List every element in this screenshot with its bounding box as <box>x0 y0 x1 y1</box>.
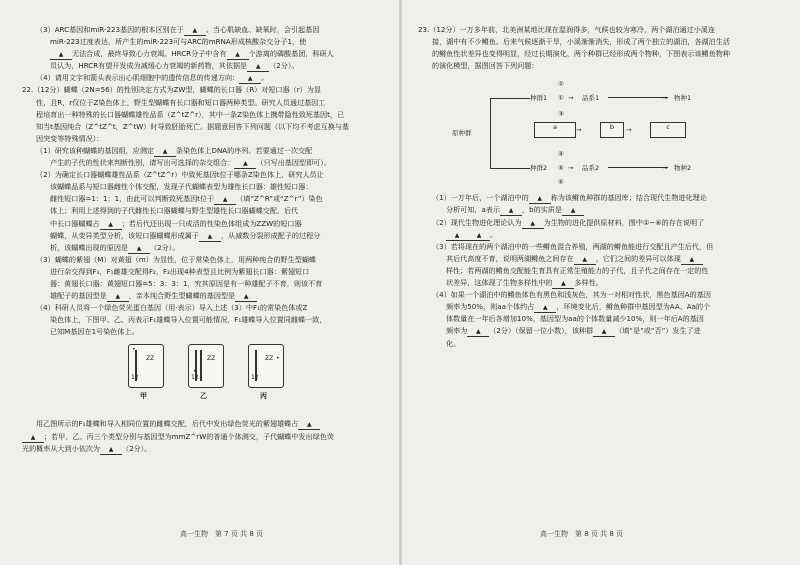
text-line: 样性；若两湖的鳉鱼交配能生育具有正常生殖能力的子代，且子代之间存在一定的性 <box>446 265 709 275</box>
footer-page-8: 高一生物 第 8 页 共 8 页 <box>540 530 624 538</box>
answer-blank[interactable]: ▲ <box>522 220 544 229</box>
answer-blank[interactable]: ▲ <box>214 196 236 205</box>
text-line: 状差异，这体现了生物多样性中的 ▲ 多样性。 <box>446 278 603 288</box>
answer-blank[interactable]: ▲ <box>468 232 490 241</box>
right-question-intro <box>418 24 783 72</box>
text-line: 其后代高度不育，说明两湖鳉鱼之间存在 ▲ ，它们之间的差异可以体现 ▲ <box>418 253 783 265</box>
text-line: 染色体上，下图甲、乙、丙表示F₁雄蝶导入位置可能情况，F₁雄蝶导入位置同雌蝶一致， <box>50 315 327 325</box>
box-b: b <box>600 122 624 138</box>
text-line: （2）为确定长口器蝴蝶雄性品系（Z^tZ^r）中致死基因t位于哪条Z染色体上，研究人员让 <box>36 170 324 180</box>
species-1: 物种1 <box>674 94 692 103</box>
answer-blank[interactable]: ▲ <box>199 233 221 242</box>
text-line: 雄配子的基因型是 ▲ ，亲本纯合野生型蝴蝶的基因型是 ▲ <box>22 290 387 302</box>
figure-label-bing: 丙 <box>260 392 267 401</box>
left-page <box>22 24 387 455</box>
text-line: 因突变等特殊情况）： <box>36 133 104 143</box>
chromosome-figure <box>22 344 387 414</box>
text-line: 用乙图所示的F₁雄蝶和导入相同位置的雌蝶交配，后代中发出绿色荧光的紫翅雄蝶占 ▲ <box>22 418 387 430</box>
answer-blank[interactable]: ▲ <box>529 195 551 204</box>
box-a: a <box>534 122 576 138</box>
page-fold <box>399 0 402 565</box>
text-line: （3）蝴蝶的紫翅（M）对黄翅（m）为显性，位于常染色体上，用两种纯合的野生型蝴蝶 <box>36 254 317 264</box>
text-line: 体上；利用上述得到的子代雌性长口器蝴蝶与野生型雄性长口器蝴蝶交配，后代 <box>50 206 299 216</box>
answer-blank[interactable]: ▲ <box>681 256 703 265</box>
text-line: 22.（12分）蝴蝶（2N=56）的性别决定方式为ZW型，蝴蝶的长口器（R）对短口器（r）为显 <box>22 85 321 95</box>
answer-blank[interactable]: ▲ <box>247 63 269 72</box>
text-line: （4）请用文字和箭头表示出心肌细胞中的遗传信息的传递方向： ▲ 。 <box>36 73 269 83</box>
text-line: 器：黄翅长口器：黄翅短口器=5：3：3：1，究其原因是有一种雄配子不育，则该不育 <box>50 278 323 288</box>
answer-blank[interactable]: ▲ <box>235 293 257 302</box>
text-line: （3）ARC基因和miR-223基因的根本区别在于 ▲ 。当心肌缺血、缺氧时，会引起基因 <box>36 25 320 34</box>
right-question-text <box>418 192 783 349</box>
text-line: 23.（12分）一万多年前，北美洲某地比现在湿润得多，气候也较为寒冷，两个湖泊通过小溪连 <box>418 25 715 34</box>
answer-blank[interactable]: ▲ <box>574 256 596 265</box>
text-line: 析，该蝴蝶出现的原因是 ▲ （2分）。 <box>50 242 180 252</box>
text-line: 雌性短口器=1：1：1，由此可以判断致死基因t位于 ▲ （填“Z^R”或“Z^r”）染色 <box>50 194 323 204</box>
chromosome-box-jia: • 12 ZZ <box>128 344 164 388</box>
text-line: 知当t基因纯合（Z^tZ^t，Z^tW）时导致胚胎死亡。据题意回答下列问题（以下均不考虑互换与基 <box>36 121 350 131</box>
text-line: （1）研究该种蝴蝶的基因组，应测定 ▲ 条染色体上DNA的序列。若要通过一次交配 <box>36 145 313 155</box>
population-1: 种群1 <box>530 94 548 103</box>
text-line: 该蝴蝶品系与短口器雌性个体交配，发现子代蝴蝶表型为雄性长口器：雄性短口器： <box>50 182 313 192</box>
answer-blank[interactable]: ▲ <box>562 207 584 216</box>
text-line: 进行杂交得到F₁，F₁雌雄交配得F₂，F₂出现4种表型且比例为紫翅长口器：紫翅短口 <box>50 266 310 276</box>
text-line: （4）科研人员将一个绿色荧光蛋白基因（用·表示）导入上述（3）中F₁的常染色体或Z <box>36 303 308 313</box>
text-line: 性，且R，r仅位于Z染色体上，野生型蝴蝶有长口器和短口器两种类型。研究人员通过基因工 <box>36 97 326 107</box>
answer-blank[interactable]: ▲ <box>50 51 72 60</box>
species-2: 物种2 <box>674 164 692 173</box>
answer-blank[interactable]: ▲ <box>22 434 44 443</box>
text-line: ▲ ▲ 。 <box>418 229 783 241</box>
left-question-text <box>22 24 387 338</box>
figure-label-yi: 乙 <box>200 392 207 401</box>
text-line: 频率为50%，则aa个体约占 ▲ ，环境变化后，鳉鱼种群中基因型为AA、Aa的个 <box>446 302 711 312</box>
text-line: 光的概率从大到小依次为 ▲ （2分）。 <box>22 443 152 453</box>
chromosome-box-bing: 12 ZZ • <box>248 344 284 388</box>
left-question-text-after <box>22 418 387 454</box>
text-line: 程培育出一种特殊的长口器蝴蝶雄性品系（Z^tZ^r），其中一条Z染色体上携带隐性致死基因t，已 <box>36 109 345 119</box>
answer-blank[interactable]: ▲ <box>298 421 320 430</box>
text-line: 接，湖中有不少鳉鱼。后来气候逐渐干旱，小溪渐渐消失，形成了两个独立的湖泊，各湖泊生活 <box>432 37 730 47</box>
answer-blank[interactable]: ▲ <box>239 75 261 84</box>
figure-label-jia: 甲 <box>140 392 147 401</box>
text-line: 化。 <box>446 338 461 348</box>
text-line: 员认为，HRCR有望开发成为减缓心力衰竭的新药物，其依据是 ▲ （2分）。 <box>50 61 299 71</box>
text-line: 的鳉鱼性状差异也变得明显，经过长期演化，两个种群已经形成两个物种，下图表示该鳉鱼物种 <box>432 49 730 59</box>
text-line: （4）如果一个湖泊中的鳉鱼体色有黑色和浅灰色，其为一对相对性状，黑色基因A的基因 <box>432 290 711 300</box>
text-line: 的演化模型，据图回答下列问题： <box>432 61 539 71</box>
strain-2: 品系2 <box>582 164 600 173</box>
answer-blank[interactable]: ▲ <box>234 160 256 169</box>
answer-blank[interactable]: ▲ <box>552 280 574 289</box>
text-line: miR-223过度表达，所产生的miR-223可与ARC的mRNA形成核酸杂交分子1，使 <box>50 37 307 47</box>
text-line: 产生的子代的性状来判断性别，请写出可选择的杂交组合： ▲ （只写出基因型即可）。 <box>50 158 331 168</box>
answer-blank[interactable]: ▲ <box>467 328 489 337</box>
text-line: （1）一万年后，一个湖泊中的 ▲ 称为该鳉鱼种群的基因库；结合现代生物进化理论 <box>432 193 707 203</box>
text-line: 体数量在一年后各增加10%，基因型为aa的个体数量减少10%，则一年后A的基因 <box>446 314 704 324</box>
text-line: 频率为 ▲ （2分）（保留一位小数），该种群 ▲ （填“是”或“否”）发生了进 <box>446 326 701 336</box>
answer-blank[interactable]: ▲ <box>446 232 468 241</box>
answer-blank[interactable]: ▲ <box>100 221 122 230</box>
evolution-diagram: 原种群 种群1 ① → 品系1 → 物种1 ② ③ a b c → → 种群2 ⑤ → 品系2 → 物种2 ④ ⑥ <box>452 80 692 187</box>
answer-blank[interactable]: ▲ <box>227 51 249 60</box>
text-line: （3）若将现在的两个湖泊中的一些鳉鱼混合养殖，两湖的鳉鱼能进行交配且产生后代，但 <box>432 241 714 251</box>
right-page <box>418 24 783 350</box>
text-line: 蝴蝶，从变异类型分析，该短口器蝴蝶形成属于 ▲ ，从减数分裂形成配子的过程分 <box>50 230 321 240</box>
text-line: 已知M基因在1号染色体上。 <box>50 327 139 337</box>
population-2: 种群2 <box>530 164 548 173</box>
answer-blank[interactable]: ▲ <box>500 207 522 216</box>
text-line: 中长口器蝴蝶占 ▲ ；若后代还出现一只成活的性染色体组成为ZZW的短口器 <box>50 218 302 228</box>
answer-blank[interactable]: ▲ <box>100 446 122 455</box>
text-line: （2）现代生物进化理论认为 ▲ 为生物的进化提供原材料，图中①~⑥的存在说明了 <box>432 217 705 227</box>
answer-blank[interactable]: ▲ <box>154 148 176 157</box>
origin-population: 原种群 <box>452 129 472 138</box>
answer-blank[interactable]: ▲ <box>184 27 206 36</box>
answer-blank[interactable]: ▲ <box>107 293 129 302</box>
answer-blank[interactable]: ▲ <box>593 328 615 337</box>
chromosome-box-yi: • 12 ZZ <box>188 344 224 388</box>
box-c: c <box>650 122 686 138</box>
footer-page-7: 高一生物 第 7 页 共 8 页 <box>180 530 264 538</box>
text-line: ▲ ；若甲、乙、丙三个类型分别与基因型为mmZ^rW的普通个体测交，子代蝴蝶中发出绿色荧 <box>22 431 387 443</box>
answer-blank[interactable]: ▲ <box>128 245 150 254</box>
text-line: ▲ 无法合成，最终导致心力衰竭。HRCR分子中含有 ▲ 个游离的磷酸基团，科研人 <box>22 48 387 60</box>
answer-blank[interactable]: ▲ <box>534 304 556 313</box>
text-line: 分析可知，a表示 ▲ ，b的实质是 ▲ <box>418 204 783 216</box>
strain-1: 品系1 <box>582 94 600 103</box>
